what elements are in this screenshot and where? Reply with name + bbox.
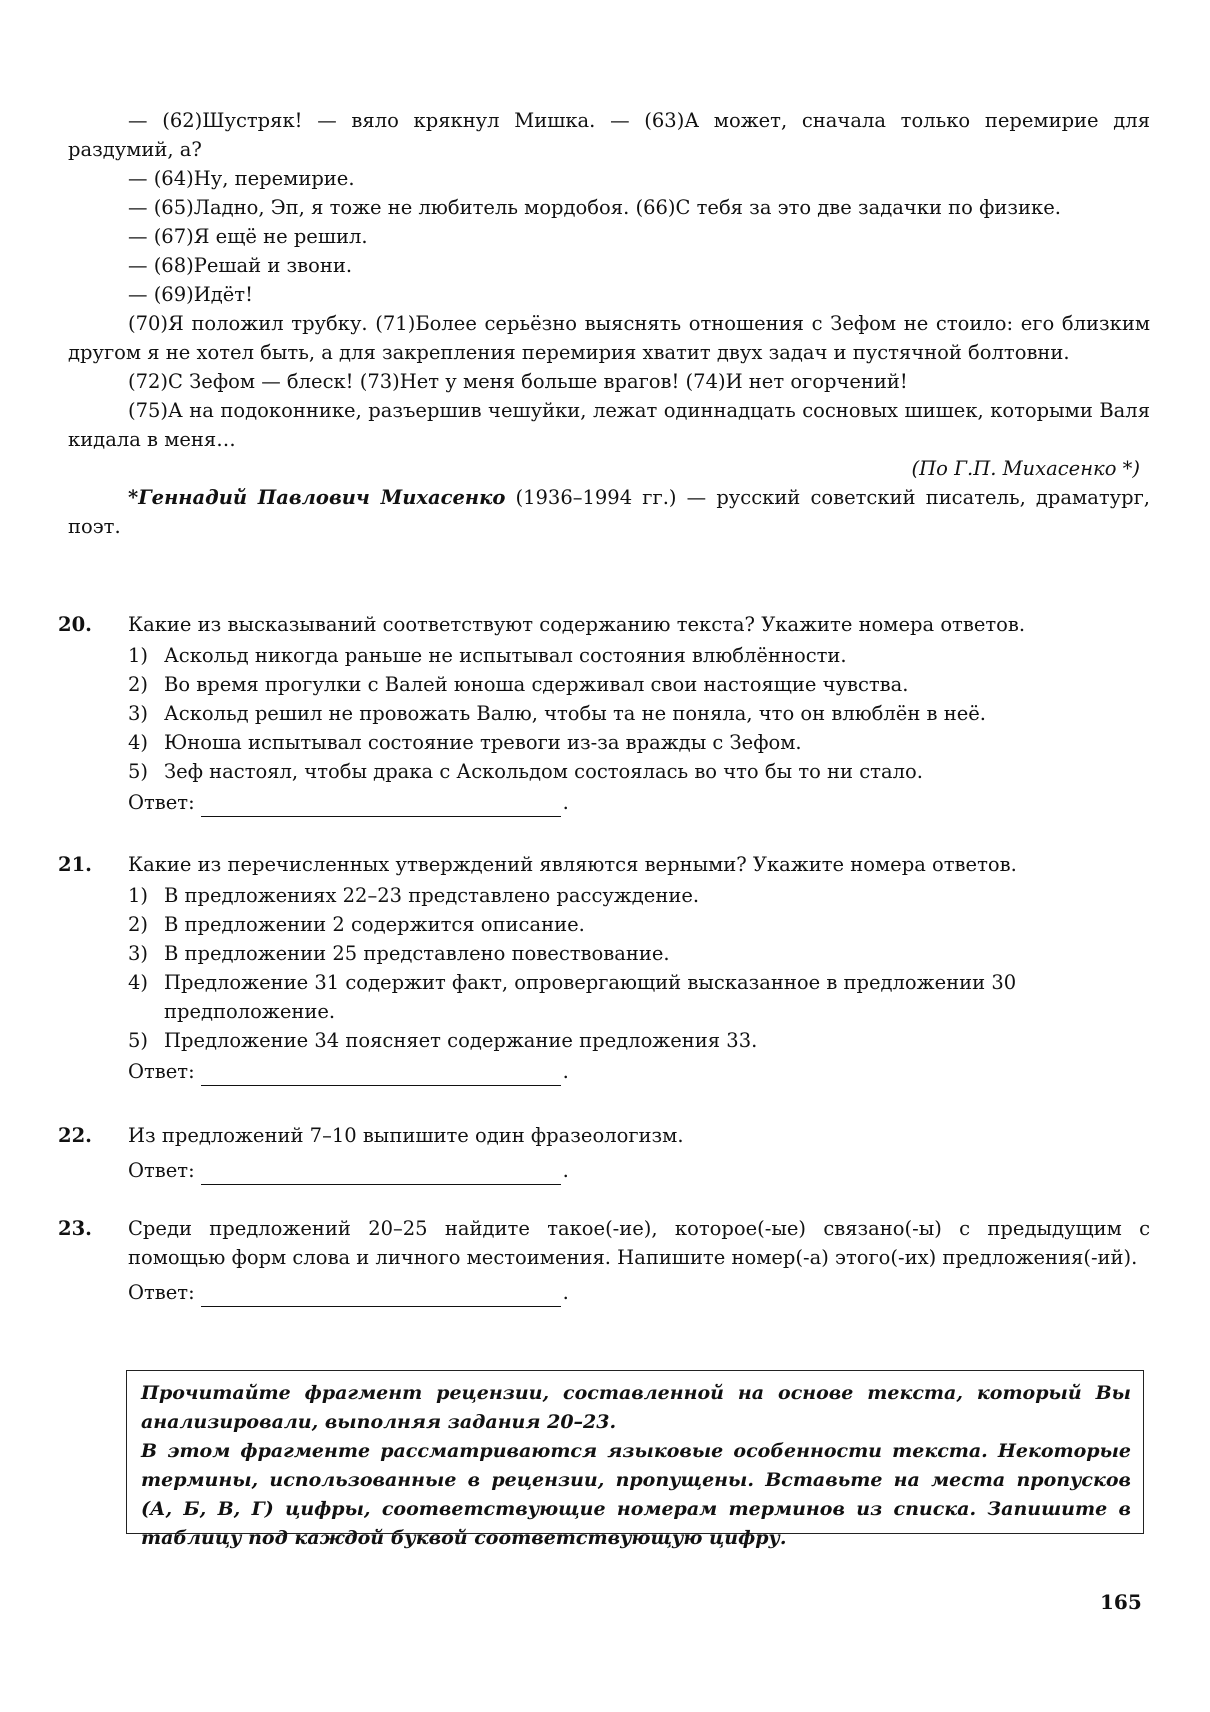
option-item bbox=[128, 757, 1150, 786]
option-item bbox=[128, 641, 1150, 670]
instruction-line-2: В этом фрагменте рассматриваются языковые особенности текста. Некоторые термины, использованные в рецензии, пропущены. Вставьте на места пропусков (А, Б, В, Г) цифры, соответствующие номерам терминов из списка. Запишите в таблицу под каждой буквой соответствующую цифру. bbox=[141, 1440, 1131, 1549]
task-22 bbox=[58, 1121, 1150, 1185]
option-number: 2) bbox=[128, 673, 149, 696]
story-paragraph: — (64)Ну, перемирие. bbox=[128, 167, 355, 190]
story-paragraph: (72)С Зефом — блеск! (73)Нет у меня больше врагов! (74)И нет огорчений! bbox=[128, 370, 908, 393]
story-paragraph: (75)А на подоконнике, разъершив чешуйки, лежат одиннадцать сосновых шишек, которыми Валя кидала в меня… bbox=[68, 399, 1150, 451]
answer-label: Ответ: bbox=[128, 1060, 195, 1083]
option-text: Предложение 34 поясняет содержание предложения 33. bbox=[164, 1029, 758, 1052]
option-number: 5) bbox=[128, 760, 149, 783]
option-number: 3) bbox=[128, 702, 149, 725]
option-text: Юноша испытывал состояние тревоги из-за вражды с Зефом. bbox=[164, 731, 802, 754]
answer-row: Ответ: . bbox=[128, 788, 1150, 817]
instruction-line-1: Прочитайте фрагмент рецензии, составленной на основе текста, который Вы анализировали, выполняя задания 20–23. bbox=[141, 1382, 1131, 1433]
story-paragraph: — (62)Шустряк! — вяло крякнул Мишка. — (63)А может, сначала только перемирие для раздумий, а? bbox=[68, 109, 1150, 161]
answer-field[interactable] bbox=[201, 1162, 561, 1185]
task-number: 21. bbox=[58, 853, 92, 876]
task-number: 23. bbox=[58, 1217, 92, 1240]
option-text: В предложении 2 содержится описание. bbox=[164, 913, 585, 936]
answer-field[interactable] bbox=[201, 1063, 561, 1086]
option-text: В предложении 25 представлено повествование. bbox=[164, 942, 670, 965]
story-paragraph: — (68)Решай и звони. bbox=[128, 254, 353, 277]
option-number: 1) bbox=[128, 884, 149, 907]
task-21 bbox=[58, 850, 1150, 1086]
option-number: 1) bbox=[128, 644, 149, 667]
option-text: Аскольд никогда раньше не испытывал состояния влюблённости. bbox=[164, 644, 847, 667]
option-number: 4) bbox=[128, 731, 149, 754]
answer-row: Ответ: . bbox=[128, 1278, 1150, 1307]
option-number: 2) bbox=[128, 913, 149, 936]
task-number: 20. bbox=[58, 613, 92, 636]
instruction-box bbox=[126, 1370, 1144, 1549]
option-item bbox=[128, 728, 1150, 757]
story-paragraph: (70)Я положил трубку. (71)Более серьёзно выяснять отношения с Зефом не стоило: его близким другом я не хотел быть, а для закрепления перемирия хватит двух задач и пустячной болтовни. bbox=[68, 312, 1150, 364]
option-text: В предложениях 22–23 представлено рассуждение. bbox=[164, 884, 700, 907]
option-item bbox=[128, 910, 1150, 939]
option-number: 5) bbox=[128, 1029, 149, 1052]
page-number: 165 bbox=[1100, 1590, 1142, 1614]
option-number: 4) bbox=[128, 971, 149, 994]
task-question: Из предложений 7–10 выпишите один фразеологизм. bbox=[128, 1124, 684, 1147]
answer-label: Ответ: bbox=[128, 1281, 195, 1304]
option-item bbox=[128, 1026, 1150, 1055]
story-paragraph: — (65)Ладно, Эп, я тоже не любитель мордобоя. (66)С тебя за это две задачки по физике. bbox=[128, 196, 1061, 219]
option-item bbox=[128, 699, 1150, 728]
story-paragraph: — (67)Я ещё не решил. bbox=[128, 225, 368, 248]
option-item bbox=[128, 881, 1150, 910]
option-text: Предложение 31 содержит факт, опровергающий высказанное в предложении 30 предположение. bbox=[164, 971, 1017, 1023]
answer-field[interactable] bbox=[201, 1284, 561, 1307]
author-bio-text: (1936–1994 гг.) — русский советский писатель, драматург, поэт. bbox=[68, 486, 1150, 538]
story-paragraph: — (69)Идёт! bbox=[128, 283, 253, 306]
options-list bbox=[128, 641, 1150, 786]
answer-label: Ответ: bbox=[128, 1159, 195, 1182]
attribution: (По Г.П. Михасенко *) bbox=[911, 457, 1140, 480]
task-question: Среди предложений 20–25 найдите такое(-ие), которое(-ые) связано(-ы) с предыдущим с помощью форм слова и личного местоимения. Напишите номер(-а) этого(-их) предложения(-ий). bbox=[128, 1217, 1150, 1269]
story-text bbox=[68, 106, 1150, 541]
task-23 bbox=[58, 1214, 1150, 1307]
task-question: Какие из перечисленных утверждений являются верными? Укажите номера ответов. bbox=[128, 853, 1017, 876]
answer-row: Ответ: . bbox=[128, 1057, 1150, 1086]
answer-row: Ответ: . bbox=[128, 1156, 1150, 1185]
option-item bbox=[128, 939, 1150, 968]
option-text: Аскольд решил не провожать Валю, чтобы та не поняла, что он влюблён в неё. bbox=[164, 702, 986, 725]
task-question: Какие из высказываний соответствуют содержанию текста? Укажите номера ответов. bbox=[128, 613, 1026, 636]
answer-label: Ответ: bbox=[128, 791, 195, 814]
option-item bbox=[128, 670, 1150, 699]
option-text: Зеф настоял, чтобы драка с Аскольдом состоялась во что бы то ни стало. bbox=[164, 760, 923, 783]
task-number: 22. bbox=[58, 1124, 92, 1147]
option-number: 3) bbox=[128, 942, 149, 965]
options-list bbox=[128, 881, 1150, 1055]
option-text: Во время прогулки с Валей юноша сдерживал свои настоящие чувства. bbox=[164, 673, 909, 696]
author-bio bbox=[68, 483, 1150, 541]
author-name: *Геннадий Павлович Михасенко bbox=[128, 486, 506, 509]
answer-field[interactable] bbox=[201, 794, 561, 817]
option-item bbox=[128, 968, 1150, 1026]
task-20 bbox=[58, 610, 1150, 817]
